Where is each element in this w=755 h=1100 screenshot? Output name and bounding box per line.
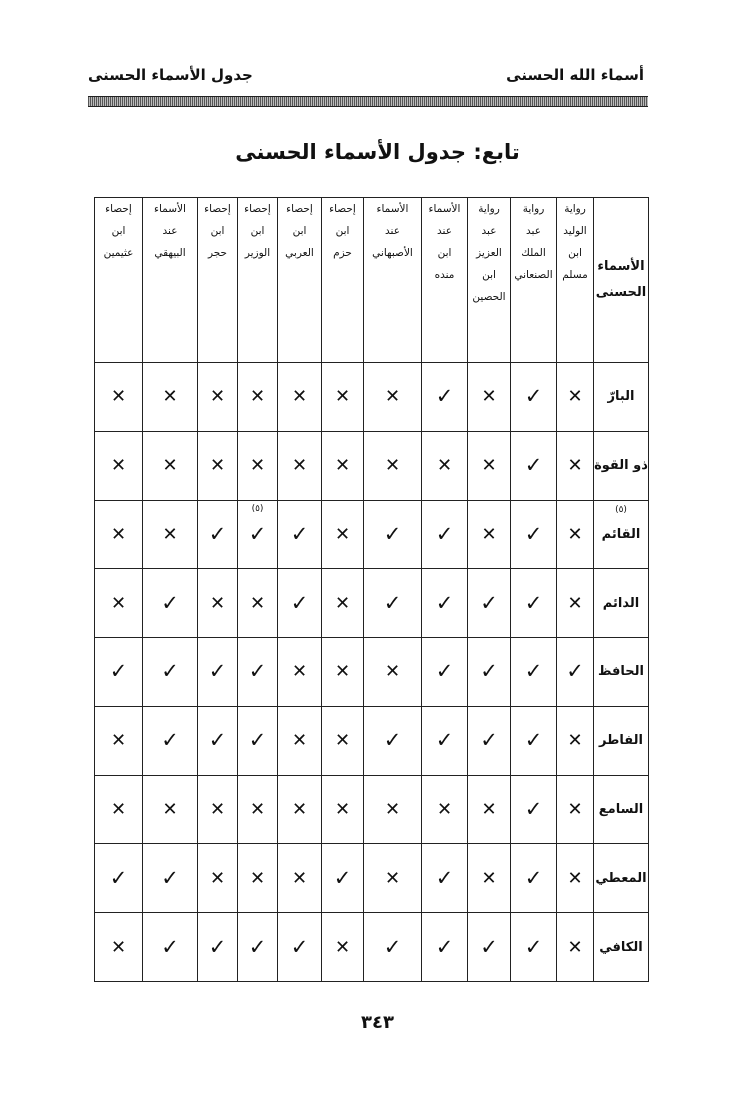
mark-cell (143, 706, 198, 775)
cross-icon: ✕ (291, 455, 308, 477)
mark-cell (95, 500, 143, 569)
check-icon: ✓ (383, 521, 402, 546)
mark-cell (557, 706, 594, 775)
mark-cell (511, 844, 557, 913)
mark-cell (95, 913, 143, 982)
check-icon: ✓ (435, 521, 454, 546)
header-word: منده (434, 269, 455, 281)
mark-cell (422, 363, 468, 432)
header-word: ابن (568, 247, 582, 259)
mark-cell (238, 569, 278, 638)
mark-cell (322, 775, 364, 844)
mark-cell (511, 569, 557, 638)
cross-icon: ✕ (567, 867, 583, 889)
check-icon: ✓ (480, 590, 498, 615)
cross-icon: ✕ (567, 386, 583, 408)
cross-icon: ✕ (481, 523, 497, 545)
header-word: ابن (335, 225, 350, 237)
header-rule (88, 96, 648, 107)
mark-cell (364, 844, 422, 913)
mark-cell (143, 500, 198, 569)
mark-cell (198, 706, 238, 775)
check-icon: ✓ (524, 796, 543, 821)
mark-cell (198, 500, 238, 569)
mark-cell (364, 913, 422, 982)
cross-icon: ✕ (162, 798, 178, 820)
check-icon: ✓ (333, 865, 352, 890)
header-word: الأسماء (428, 203, 461, 215)
cross-icon: ✕ (567, 523, 583, 545)
table-header-row (95, 198, 649, 363)
column-header (278, 198, 322, 363)
mark-cell (322, 638, 364, 707)
cross-icon: ✕ (291, 661, 308, 683)
name-label: البارّ (607, 389, 635, 405)
mark-cell (238, 363, 278, 432)
cross-icon: ✕ (209, 455, 226, 477)
column-header (468, 198, 511, 363)
cross-icon: ✕ (334, 523, 351, 545)
name-cell (594, 569, 649, 638)
mark-cell (278, 500, 322, 569)
cross-icon: ✕ (567, 936, 583, 958)
mark-cell (143, 569, 198, 638)
name-label: الكافي (599, 939, 643, 955)
check-icon: ✓ (161, 659, 179, 684)
cross-icon: ✕ (481, 386, 497, 408)
mark-cell (198, 775, 238, 844)
mark-cell (238, 775, 278, 844)
cross-icon: ✕ (334, 798, 351, 820)
cross-icon: ✕ (334, 386, 351, 408)
mark-cell (511, 363, 557, 432)
column-header (322, 198, 364, 363)
mark-cell (422, 431, 468, 500)
cross-icon: ✕ (384, 455, 401, 477)
mark-cell (322, 569, 364, 638)
mark-cell (468, 913, 511, 982)
mark-cell (364, 775, 422, 844)
name-cell (594, 500, 649, 569)
column-header (422, 198, 468, 363)
cross-icon: ✕ (334, 661, 351, 683)
header-word: عبد (526, 225, 541, 237)
check-icon: ✓ (248, 659, 267, 684)
name-label: الحافظ (597, 664, 645, 680)
column-header (557, 198, 594, 363)
column-header (198, 198, 238, 363)
running-header (88, 66, 648, 90)
cross-icon: ✕ (436, 455, 453, 477)
mark-cell (95, 775, 143, 844)
cross-icon: ✕ (384, 867, 401, 889)
header-word: الحصين (472, 291, 506, 303)
header-names-column (594, 198, 649, 363)
check-icon: ✓ (524, 728, 543, 753)
header-book-title: أسماء الله الحسنى (506, 66, 644, 84)
mark-cell (143, 638, 198, 707)
header-word: ابن (292, 225, 307, 237)
mark-cell (95, 706, 143, 775)
mark-cell (422, 638, 468, 707)
check-icon: ✓ (290, 934, 309, 959)
name-label: ذو القوة (594, 458, 648, 474)
cross-icon: ✕ (249, 867, 266, 889)
page-number: ٣٤٣ (361, 1012, 394, 1033)
name-cell (594, 775, 649, 844)
header-word: الأصبهاني (372, 247, 413, 259)
check-icon: ✓ (248, 521, 267, 546)
header-word: الأسماء (597, 259, 645, 274)
check-icon: ✓ (161, 865, 179, 890)
column-header (238, 198, 278, 363)
mark-cell (143, 913, 198, 982)
header-word: حجر (207, 247, 228, 259)
cross-icon: ✕ (110, 798, 127, 820)
cross-icon: ✕ (110, 386, 127, 408)
mark-cell (238, 638, 278, 707)
check-icon: ✓ (109, 659, 128, 684)
mark-cell (198, 638, 238, 707)
header-word: الأسماء (376, 203, 409, 215)
cross-icon: ✕ (481, 798, 497, 820)
check-icon: ✓ (208, 728, 227, 753)
check-icon: ✓ (383, 590, 402, 615)
header-word: عثيمين (103, 247, 134, 259)
check-icon: ✓ (290, 521, 309, 546)
mark-cell (95, 844, 143, 913)
mark-cell (468, 500, 511, 569)
cross-icon: ✕ (291, 867, 308, 889)
mark-cell (143, 844, 198, 913)
check-icon: ✓ (248, 728, 267, 753)
mark-cell (364, 431, 422, 500)
mark-cell (511, 706, 557, 775)
cross-icon: ✕ (110, 523, 127, 545)
header-word: إحصاء (204, 203, 231, 215)
header-word: الأسماء (154, 203, 186, 215)
mark-cell (238, 431, 278, 500)
name-cell (594, 638, 649, 707)
table-row (95, 913, 649, 982)
mark-cell (422, 500, 468, 569)
mark-cell (278, 775, 322, 844)
check-icon: ✓ (208, 521, 227, 546)
name-label: السامع (598, 801, 644, 817)
cross-icon: ✕ (567, 592, 583, 614)
mark-cell (511, 500, 557, 569)
check-icon: ✓ (435, 934, 454, 959)
cross-icon: ✕ (162, 455, 178, 477)
check-icon: ✓ (480, 934, 498, 959)
check-icon: ✓ (248, 934, 267, 959)
mark-cell (322, 431, 364, 500)
header-word: الوزير (244, 247, 271, 259)
mark-cell (95, 363, 143, 432)
mark-cell (278, 638, 322, 707)
cross-icon: ✕ (110, 936, 127, 958)
name-cell (594, 431, 649, 500)
mark-cell (364, 363, 422, 432)
page-title: تابع: جدول الأسماء الحسنى (235, 140, 520, 164)
header-word: عبد (481, 225, 497, 237)
header-word: ابن (210, 225, 225, 237)
check-icon: ✓ (524, 453, 543, 478)
mark-cell (95, 638, 143, 707)
mark-cell (278, 844, 322, 913)
mark-cell (511, 913, 557, 982)
header-word: الملك (521, 247, 546, 259)
mark-cell (278, 913, 322, 982)
header-word: الحسنى (595, 285, 647, 300)
cross-icon: ✕ (249, 386, 266, 408)
name-label: الفاطر (599, 733, 643, 749)
header-word: ابن (111, 225, 126, 237)
mark-cell (511, 775, 557, 844)
check-icon: ✓ (566, 659, 584, 684)
cross-icon: ✕ (334, 730, 351, 752)
mark-cell (468, 844, 511, 913)
mark-cell (198, 431, 238, 500)
table-row (95, 431, 649, 500)
table-row (95, 638, 649, 707)
check-icon: ✓ (524, 384, 543, 409)
cross-icon: ✕ (384, 661, 401, 683)
header-word: إحصاء (244, 203, 271, 215)
mark-cell (422, 775, 468, 844)
header-word: ابن (437, 247, 452, 259)
table-row (95, 569, 649, 638)
cross-icon: ✕ (162, 523, 178, 545)
mark-cell (95, 569, 143, 638)
cross-icon: ✕ (384, 386, 401, 408)
names-table (94, 197, 649, 982)
table-row (95, 363, 649, 432)
mark-cell (278, 431, 322, 500)
mark-cell (468, 775, 511, 844)
mark-cell (143, 775, 198, 844)
cross-icon: ✕ (481, 867, 497, 889)
check-icon: ✓ (435, 865, 454, 890)
cross-icon: ✕ (291, 386, 308, 408)
mark-cell (238, 706, 278, 775)
footnote-marker: (٥) (615, 504, 627, 515)
cross-icon: ✕ (436, 798, 453, 820)
mark-cell (278, 569, 322, 638)
table-row (95, 706, 649, 775)
header-word: حزم (333, 247, 352, 259)
name-cell (594, 363, 649, 432)
mark-cell (468, 569, 511, 638)
check-icon: ✓ (435, 659, 454, 684)
table-row (95, 775, 649, 844)
column-header (143, 198, 198, 363)
check-icon: ✓ (435, 590, 454, 615)
cross-icon: ✕ (209, 386, 226, 408)
mark-cell (198, 363, 238, 432)
header-word: رواية (564, 203, 586, 215)
header-word: ابن (250, 225, 265, 237)
check-icon: ✓ (109, 865, 128, 890)
mark-cell (468, 363, 511, 432)
column-header (364, 198, 422, 363)
mark-cell (557, 500, 594, 569)
mark-cell (198, 569, 238, 638)
mark-cell (322, 913, 364, 982)
check-icon: ✓ (383, 934, 402, 959)
header-section-title: جدول الأسماء الحسنى (88, 66, 253, 84)
check-icon: ✓ (208, 659, 227, 684)
mark-cell (364, 706, 422, 775)
mark-cell (238, 500, 278, 569)
mark-cell (511, 431, 557, 500)
mark-cell (557, 638, 594, 707)
header-word: رواية (522, 203, 545, 215)
mark-cell (278, 363, 322, 432)
header-word: عند (162, 225, 178, 237)
cross-icon: ✕ (334, 936, 351, 958)
name-label: الدائم (602, 595, 640, 611)
mark-cell (143, 363, 198, 432)
header-word: العزيز (476, 247, 502, 259)
cross-icon: ✕ (209, 592, 226, 614)
header-word: الوليد (563, 225, 587, 237)
mark-cell (322, 500, 364, 569)
name-cell (594, 706, 649, 775)
mark-cell (322, 363, 364, 432)
header-word: عند (385, 225, 400, 237)
mark-cell (238, 913, 278, 982)
cross-icon: ✕ (209, 867, 226, 889)
cross-icon: ✕ (162, 386, 178, 408)
check-icon: ✓ (161, 728, 179, 753)
mark-cell (278, 706, 322, 775)
check-icon: ✓ (435, 384, 454, 409)
header-word: البيهقي (154, 247, 186, 259)
cross-icon: ✕ (567, 730, 583, 752)
mark-cell (238, 844, 278, 913)
header-word: مسلم (562, 269, 588, 281)
mark-cell (322, 706, 364, 775)
cross-icon: ✕ (567, 798, 583, 820)
cross-icon: ✕ (110, 730, 127, 752)
name-label: القائم (601, 526, 641, 542)
mark-cell (557, 431, 594, 500)
cross-icon: ✕ (209, 798, 226, 820)
cross-icon: ✕ (249, 592, 266, 614)
cross-icon: ✕ (249, 455, 266, 477)
header-word: عند (437, 225, 452, 237)
mark-cell (557, 569, 594, 638)
check-icon: ✓ (290, 590, 309, 615)
cross-icon: ✕ (110, 455, 127, 477)
mark-cell (557, 363, 594, 432)
header-word: الصنعاني (514, 269, 553, 281)
check-icon: ✓ (524, 590, 543, 615)
check-icon: ✓ (524, 934, 543, 959)
name-cell (594, 913, 649, 982)
mark-cell (557, 775, 594, 844)
header-word: إحصاء (329, 203, 356, 215)
mark-cell (468, 431, 511, 500)
column-header (511, 198, 557, 363)
name-cell (594, 844, 649, 913)
cross-icon: ✕ (334, 592, 351, 614)
cross-icon: ✕ (249, 798, 266, 820)
check-icon: ✓ (161, 934, 179, 959)
mark-cell (511, 638, 557, 707)
table-row (95, 844, 649, 913)
mark-cell (364, 638, 422, 707)
header-word: إحصاء (286, 203, 313, 215)
footnote-marker: (٥) (251, 503, 264, 514)
mark-cell (557, 913, 594, 982)
cross-icon: ✕ (384, 798, 401, 820)
mark-cell (468, 638, 511, 707)
mark-cell (557, 844, 594, 913)
mark-cell (322, 844, 364, 913)
header-word: العربي (285, 247, 314, 259)
cross-icon: ✕ (334, 455, 351, 477)
cross-icon: ✕ (291, 730, 308, 752)
mark-cell (468, 706, 511, 775)
mark-cell (364, 569, 422, 638)
mark-cell (422, 569, 468, 638)
mark-cell (143, 431, 198, 500)
mark-cell (422, 844, 468, 913)
name-label: المعطي (595, 870, 647, 886)
cross-icon: ✕ (110, 592, 127, 614)
check-icon: ✓ (480, 728, 498, 753)
mark-cell (364, 500, 422, 569)
cross-icon: ✕ (481, 455, 497, 477)
mark-cell (95, 431, 143, 500)
check-icon: ✓ (480, 659, 498, 684)
header-word: ابن (482, 269, 496, 281)
check-icon: ✓ (524, 521, 543, 546)
table-row (95, 500, 649, 569)
check-icon: ✓ (524, 659, 543, 684)
check-icon: ✓ (161, 590, 179, 615)
check-icon: ✓ (208, 934, 227, 959)
mark-cell (198, 913, 238, 982)
cross-icon: ✕ (291, 798, 308, 820)
mark-cell (198, 844, 238, 913)
check-icon: ✓ (524, 865, 543, 890)
cross-icon: ✕ (567, 455, 583, 477)
header-word: إحصاء (105, 203, 132, 215)
check-icon: ✓ (383, 728, 402, 753)
mark-cell (422, 913, 468, 982)
header-word: رواية (478, 203, 500, 215)
column-header (95, 198, 143, 363)
mark-cell (422, 706, 468, 775)
check-icon: ✓ (435, 728, 454, 753)
